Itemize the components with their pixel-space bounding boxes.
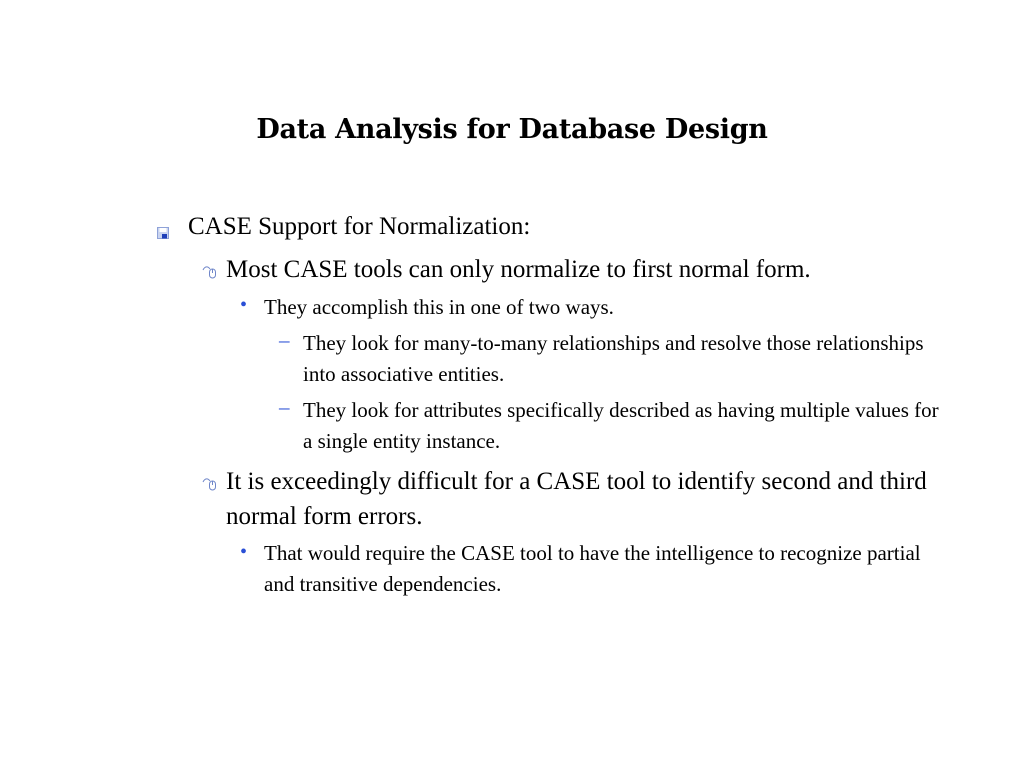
bullet-level4: They look for attributes specifically described as having multiple values for a single entity instance. — [303, 398, 939, 453]
bullet-level2: Most CASE tools can only normalize to first normal form. — [226, 256, 811, 283]
bullet-level3: That would require the CASE tool to have the intelligence to recognize partial and transitive dependencies. — [264, 541, 921, 596]
slide-title: Data Analysis for Database Design — [256, 114, 768, 145]
dash-icon: – — [279, 328, 290, 352]
bullet-level4: They look for many-to-many relationships and resolve those relationships into associative entities. — [303, 331, 924, 386]
floppy-disk-icon — [157, 226, 169, 238]
mouse-icon — [202, 264, 218, 280]
bullet-level1: CASE Support for Normalization: — [188, 213, 531, 240]
bullet-dot-icon: • — [240, 294, 248, 316]
bullet-dot-icon: • — [240, 541, 248, 563]
dash-icon: – — [279, 395, 290, 419]
mouse-icon — [202, 476, 218, 492]
bullet-level3: They accomplish this in one of two ways. — [264, 295, 614, 319]
bullet-level2: It is exceedingly difficult for a CASE tool to identify second and third normal form errors. — [226, 468, 927, 530]
